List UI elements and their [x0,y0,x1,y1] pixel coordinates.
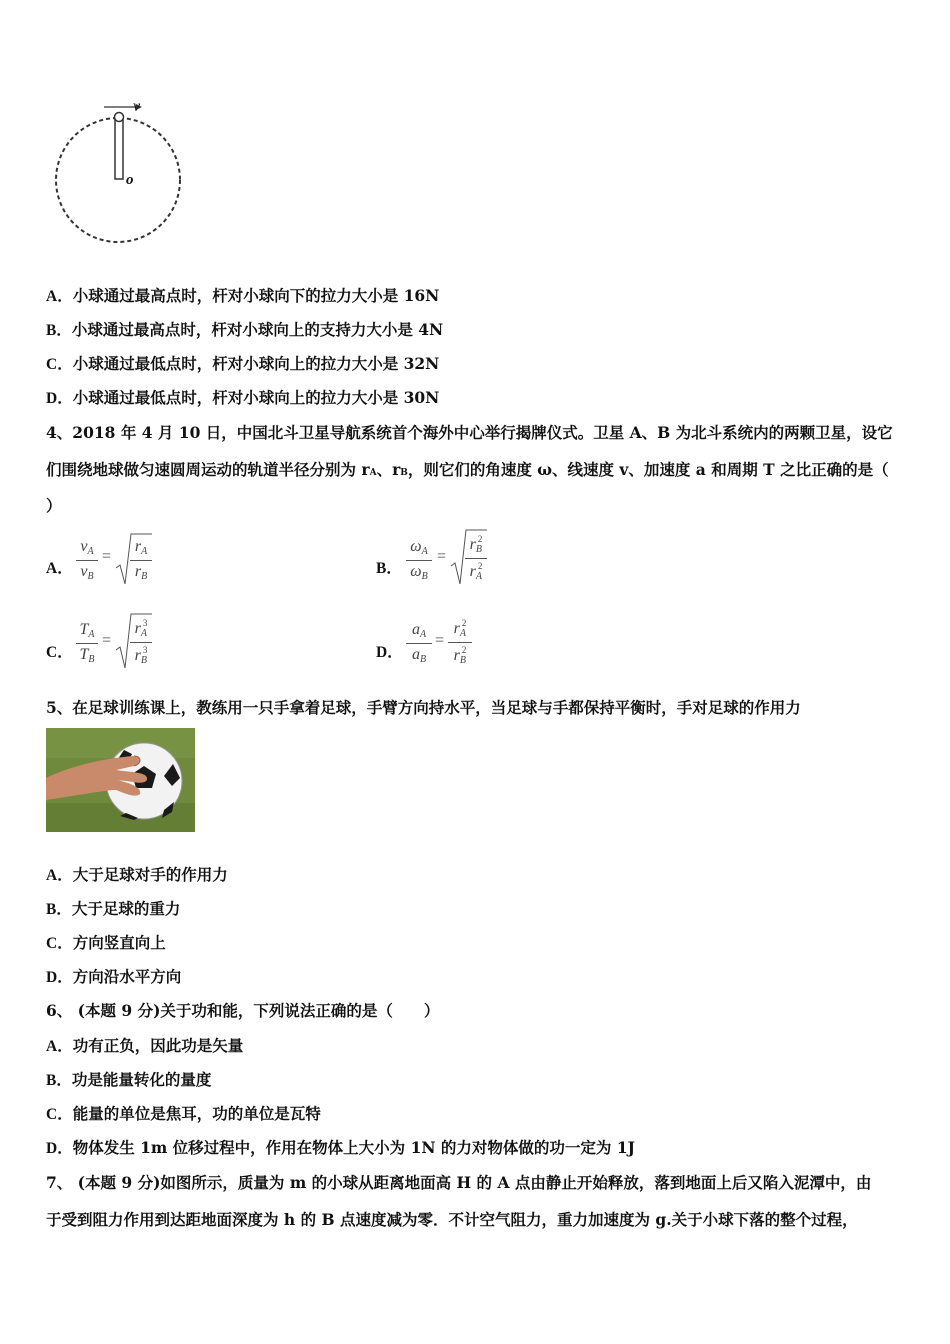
q3-option-a: A．小球通过最高点时，杆对小球向下的拉力大小是 16N [46,286,440,305]
q4-option-b-rhs: $r_B^2$ $r_A^2$ [465,534,487,586]
q4-option-d-lhs: $a_A$ $a_B$ [406,621,432,669]
center-label: o [126,172,134,188]
q3-option-d: D．小球通过最低点时，杆对小球向上的拉力大小是 30N [46,388,440,407]
q4-option-c-equals: = [102,632,112,649]
q4-option-b-letter: B． [376,560,402,577]
q4-option-a-letter: A． [46,560,73,577]
q6-option-d: D．物体发生 1m 位移过程中，作用在物体上大小为 1N 的力对物体做的功一定为 1J [46,1138,635,1157]
q6-stem: 6、 (本题 9 分)关于功和能，下列说法正确的是（ ） [46,1001,440,1020]
q5-option-d: D．方向沿水平方向 [46,967,182,986]
soccer-ball-photo [46,728,195,832]
q4-stem-line2: 们围绕地球做匀速圆周运动的轨道半径分别为 rA、rB，则它们的角速度 ω、线速度 v、加速度 a 和周期 T 之比正确的是（ [46,460,889,479]
q4-stem-line1: 4、2018 年 4 月 10 日，中国北斗卫星导航系统首个海外中心举行揭牌仪式。卫星 A、B 为北斗系统内的两颗卫星，设它 [46,423,893,442]
q5-stem: 5、在足球训练课上，教练用一只手拿着足球，手臂方向持水平，当足球与手都保持平衡时，手对足球的作用力 [46,698,801,717]
q4-option-a-lhs: $v_A$ $v_B$ [76,538,98,586]
q7-stem-line1: 7、 (本题 9 分)如图所示，质量为 m 的小球从距离地面高 H 的 A 点由静止开始释放，落到地面上后又陷入泥潭中，由 [46,1173,872,1192]
circle-rod-figure [50,95,190,250]
q4-option-a-equals: = [102,548,112,565]
q4-option-b-lhs: $\omega_A$ $\omega_B$ [406,538,432,586]
q3-option-c: C．小球通过最低点时，杆对小球向上的拉力大小是 32N [46,354,440,373]
q4-option-d-equals: = [435,632,445,649]
q5-option-b: B．大于足球的重力 [46,899,181,918]
q4-option-b-equals: = [437,548,447,565]
velocity-label: v [133,98,141,115]
q6-option-a: A．功有正负，因此功是矢量 [46,1036,244,1055]
q5-option-c: C．方向竖直向上 [46,933,166,952]
q4-option-c-letter: C． [46,644,73,661]
q4-option-d-letter: D． [376,644,403,661]
q4-option-c-rhs: $r_A^3$ $r_B^3$ [130,618,152,670]
q4-stem-line3: ） [46,496,62,515]
q4-option-d-rhs: $r_A^2$ $r_B^2$ [448,618,472,670]
q5-option-a: A．大于足球对手的作用力 [46,865,228,884]
q6-option-c: C．能量的单位是焦耳，功的单位是瓦特 [46,1104,321,1123]
q4-option-a-rhs: $r_A$ $r_B$ [130,538,152,586]
q7-stem-line2: 于受到阻力作用到达距地面深度为 h 的 B 点速度减为零．不计空气阻力，重力加速度为 g.关于小球下落的整个过程， [46,1210,858,1229]
rod [115,116,123,179]
q3-option-b: B．小球通过最高点时，杆对小球向上的支持力大小是 4N [46,320,444,339]
ball [115,113,124,122]
q6-option-b: B．功是能量转化的量度 [46,1070,212,1089]
q4-option-c-lhs: $T_A$ $T_B$ [76,621,98,669]
